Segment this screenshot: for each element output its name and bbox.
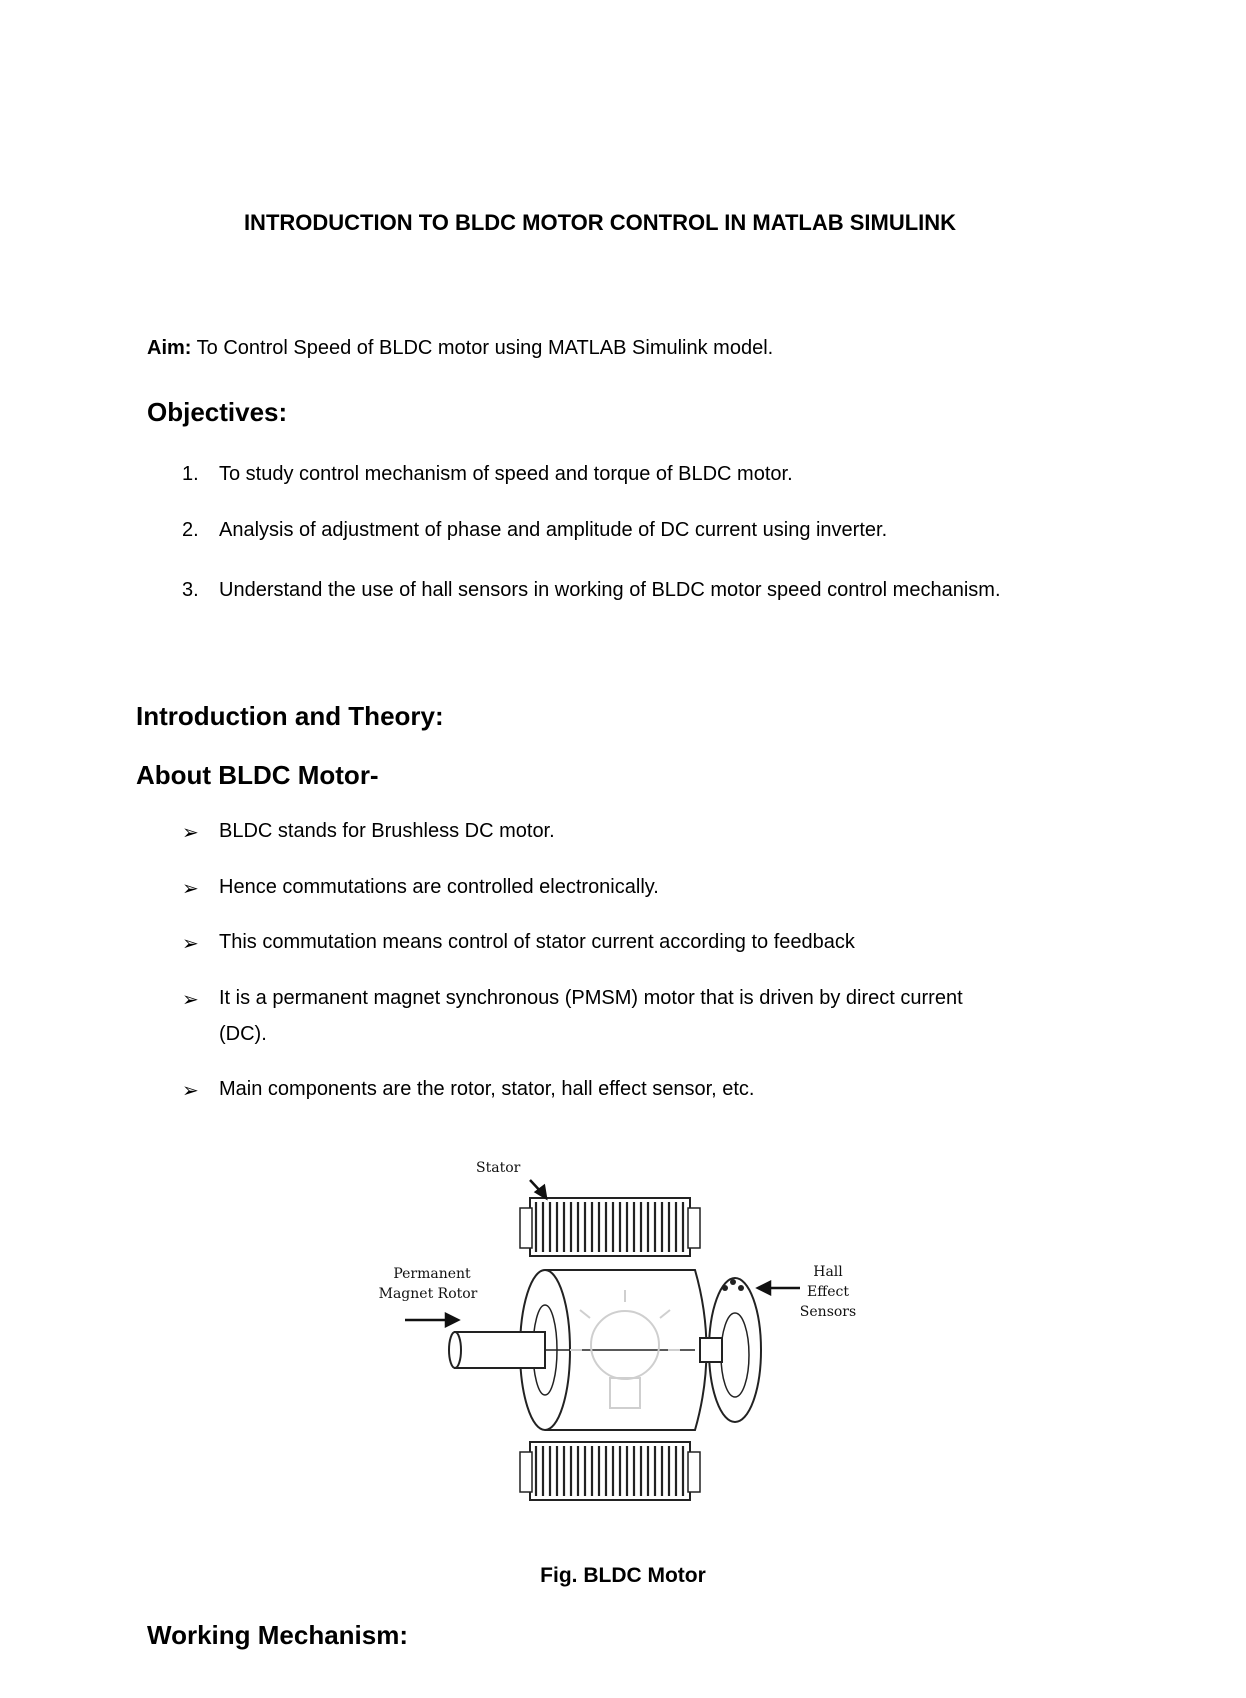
aim-text: To Control Speed of BLDC motor using MATLAB Simulink model. — [196, 337, 774, 359]
bullet-text: It is a permanent magnet synchronous (PMSM) motor that is driven by direct current — [219, 987, 963, 1009]
arrow-bullet-icon: ➢ — [182, 878, 199, 900]
intro-heading: Introduction and Theory: — [136, 701, 444, 731]
arrow-bullet-icon: ➢ — [182, 989, 199, 1011]
working-mechanism-heading: Working Mechanism: — [147, 1620, 409, 1650]
arrow-bullet-icon: ➢ — [182, 933, 199, 955]
hall-label-line2: Effect — [807, 1284, 849, 1300]
aim-line — [147, 337, 773, 360]
rotor-label-line2: Magnet Rotor — [378, 1286, 478, 1302]
bullet-text-continuation: (DC). — [219, 1023, 267, 1045]
hall-effect-sensor-ring — [700, 1278, 761, 1422]
objective-number: 1. — [182, 463, 199, 485]
objective-number: 3. — [182, 579, 199, 601]
about-heading: About BLDC Motor- — [136, 760, 379, 790]
bullet-text: Hence commutations are controlled electronically. — [219, 876, 659, 898]
objective-number: 2. — [182, 519, 199, 541]
permanent-magnet-rotor — [449, 1270, 707, 1430]
arrow-bullet-icon: ➢ — [182, 822, 199, 844]
figure-caption: Fig. BLDC Motor — [540, 1564, 706, 1587]
bldc-motor-figure — [378, 1150, 870, 1510]
bullet-text: This commutation means control of stator current according to feedback — [219, 931, 855, 953]
aim-label: Aim: — [147, 337, 192, 359]
hall-label-line3: Sensors — [799, 1304, 857, 1320]
objective-text: To study control mechanism of speed and torque of BLDC motor. — [219, 463, 793, 485]
objective-text: Understand the use of hall sensors in working of BLDC motor speed control mechanism. — [219, 579, 1001, 601]
objectives-heading: Objectives: — [147, 397, 288, 427]
hall-label-line1: Hall — [813, 1264, 843, 1280]
objective-text: Analysis of adjustment of phase and amplitude of DC current using inverter. — [219, 519, 888, 541]
stator-bottom — [520, 1442, 700, 1500]
rotor-label-line1: Permanent — [393, 1266, 471, 1282]
document-title: INTRODUCTION TO BLDC MOTOR CONTROL IN MATLAB SIMULINK — [243, 210, 957, 235]
bullet-text: BLDC stands for Brushless DC motor. — [219, 820, 555, 842]
bullet-text: Main components are the rotor, stator, hall effect sensor, etc. — [219, 1078, 755, 1100]
stator-label: Stator — [476, 1160, 521, 1176]
stator-top — [520, 1198, 700, 1256]
arrow-bullet-icon: ➢ — [182, 1080, 199, 1102]
